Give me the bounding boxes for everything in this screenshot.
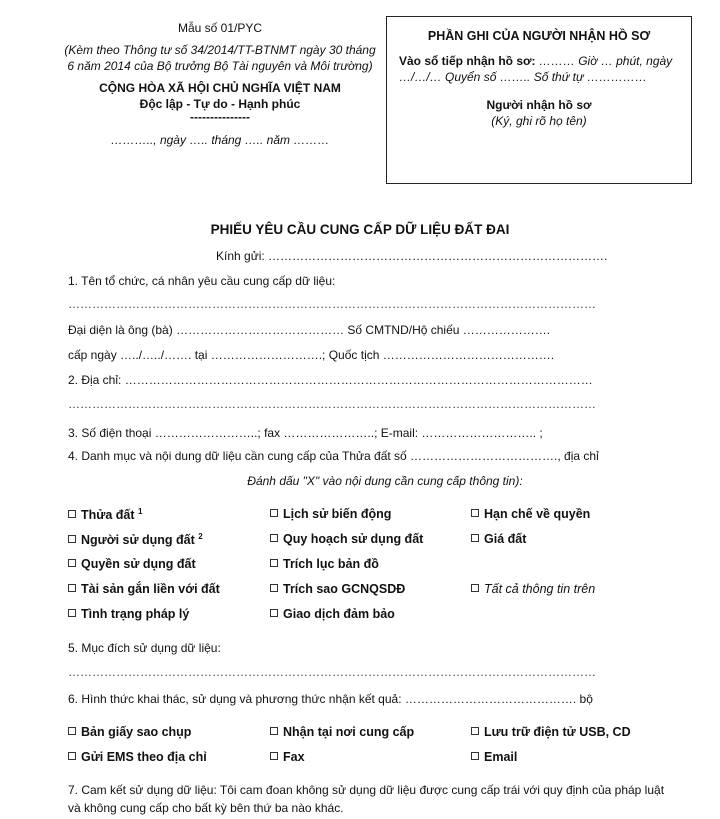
checkbox-icon[interactable] — [68, 609, 76, 617]
checkbox-icon[interactable] — [68, 584, 76, 592]
checkbox-tinh-trang-phap-ly[interactable]: Tình trạng pháp lý — [68, 607, 189, 621]
checkbox-icon[interactable] — [471, 534, 479, 542]
checkbox-icon[interactable] — [471, 752, 479, 760]
greeting-line[interactable]: Kính gửi: …………………………………………………………………………. — [216, 249, 608, 263]
checkbox-email[interactable]: Email — [471, 750, 517, 764]
form-title: PHIẾU YÊU CẦU CUNG CẤP DỮ LIỆU ĐẤT ĐAI — [210, 222, 510, 237]
checkbox-icon[interactable] — [68, 752, 76, 760]
receiver-box — [386, 16, 692, 184]
issue-line[interactable]: cấp ngày …../…../……. tại ……………………….; Quốc tịch ……………………………………. — [68, 348, 555, 362]
checkbox-thua-dat[interactable]: Thửa đất $^1$ — [68, 507, 142, 522]
nation-title: CỘNG HÒA XÃ HỘI CHỦ NGHĨA VIỆT NAM — [99, 81, 341, 95]
nation-motto: Độc lập - Tự do - Hạnh phúc — [139, 97, 301, 111]
checkbox-gui-ems[interactable]: Gửi EMS theo địa chỉ — [68, 750, 207, 764]
checkbox-icon[interactable] — [68, 727, 76, 735]
checkbox-giao-dich-dam-bao[interactable]: Giao dịch đảm bảo — [270, 607, 395, 621]
checkbox-tai-san[interactable]: Tài sản gắn liền với đất — [68, 582, 220, 596]
form-number: Mẫu số 01/PYC — [177, 21, 263, 35]
question-1-field[interactable]: …………………………………………………………………………………………………………………… — [68, 297, 596, 311]
question-6[interactable]: 6. Hình thức khai thác, sử dụng và phương thức nhận kết quả: ……………………………………. bộ — [68, 692, 593, 706]
checkbox-icon[interactable] — [471, 584, 479, 592]
checkbox-trich-luc-ban-do[interactable]: Trích lục bản đồ — [270, 557, 379, 571]
question-4[interactable]: 4. Danh mục và nội dung dữ liệu cần cung cấp của Thửa đất số ………………………………., địa chỉ — [68, 449, 599, 463]
receiver-entry — [399, 53, 679, 85]
receiver-signer-note: (Ký, ghi rõ họ tên) — [491, 114, 587, 128]
receiver-box-title: PHẦN GHI CỦA NGƯỜI NHẬN HỒ SƠ — [427, 29, 651, 43]
checkbox-icon[interactable] — [68, 510, 76, 518]
attachment-note: (Kèm theo Thông tư số 34/2014/TT-BTNMT ngày 30 tháng 6 năm 2014 của Bộ trưởng Bộ Tài nguyên và Môi trường) — [64, 43, 376, 73]
question-2-field[interactable]: …………………………………………………………………………………………………………………… — [68, 397, 596, 411]
checkbox-icon[interactable] — [270, 534, 278, 542]
checkbox-icon[interactable] — [270, 509, 278, 517]
receiver-signer: Người nhận hồ sơ — [486, 98, 592, 112]
checkbox-nhan-tai-noi[interactable]: Nhận tại nơi cung cấp — [270, 725, 414, 739]
commitment-line-1: 7. Cam kết sử dụng dữ liệu: Tôi cam đoan không sử dụng dữ liệu được cung cấp trái với quy định của pháp luật — [68, 783, 665, 797]
checkbox-icon[interactable] — [270, 559, 278, 567]
question-5-field[interactable]: …………………………………………………………………………………………………………………… — [68, 665, 596, 679]
checkbox-luu-tru-usb[interactable]: Lưu trữ điện tử USB, CD — [471, 725, 631, 739]
question-2[interactable]: 2. Địa chỉ: ……………………………………………………………………………………………………… — [68, 373, 593, 387]
receiver-entry-label: Vào sổ tiếp nhận hồ sơ: — [399, 54, 536, 68]
checkbox-ban-giay[interactable]: Bản giấy sao chụp — [68, 725, 191, 739]
question-5: 5. Mục đích sử dụng dữ liệu: — [68, 641, 221, 655]
receiver-signature — [399, 97, 679, 129]
commitment-line-2: và không cung cấp cho bất kỳ bên thứ ba nào khác. — [68, 801, 344, 815]
checkbox-icon[interactable] — [270, 727, 278, 735]
question-4-note: Đánh dấu "X" vào nội dung cần cung cấp thông tin): — [247, 474, 523, 488]
checkbox-trich-sao[interactable]: Trích sao GCNQSDĐ — [270, 582, 405, 596]
checkbox-han-che-ve-quyen[interactable]: Hạn chế về quyền — [471, 507, 590, 521]
question-1: 1. Tên tổ chức, cá nhân yêu cầu cung cấp dữ liệu: — [68, 274, 336, 288]
question-3[interactable]: 3. Số điện thoại ……………………..; fax …………………..; E-mail: ……………………….. ; — [68, 426, 543, 440]
checkbox-quyen-su-dung-dat[interactable]: Quyền sử dụng đất — [68, 557, 196, 571]
checkbox-icon[interactable] — [270, 584, 278, 592]
checkbox-gia-dat[interactable]: Giá đất — [471, 532, 526, 546]
checkbox-tat-ca[interactable]: Tất cả thông tin trên — [471, 582, 595, 596]
checkbox-lich-su-bien-dong[interactable]: Lịch sử biến động — [270, 507, 391, 521]
checkbox-icon[interactable] — [270, 609, 278, 617]
checkbox-quy-hoach[interactable]: Quy hoạch sử dụng đất — [270, 532, 423, 546]
checkbox-fax[interactable]: Fax — [270, 750, 305, 764]
checkbox-nguoi-su-dung-dat[interactable]: Người sử dụng đất $^2$ — [68, 532, 203, 547]
date-line: ……….., ngày ….. tháng ….. năm ……… — [110, 133, 330, 147]
form-header — [60, 20, 380, 148]
checkbox-icon[interactable] — [68, 535, 76, 543]
checkbox-icon[interactable] — [68, 559, 76, 567]
checkbox-icon[interactable] — [471, 509, 479, 517]
motto-separator: --------------- — [190, 110, 250, 124]
receiver-entry-text: ……… Giờ … phút, ngày …/…/… Quyển số …….. Số thứ tự …………… — [399, 54, 673, 84]
representative-line[interactable]: Đại diện là ông (bà) …………………………………… Số CMTND/Hộ chiếu …………………. — [68, 323, 551, 337]
checkbox-icon[interactable] — [270, 752, 278, 760]
checkbox-icon[interactable] — [471, 727, 479, 735]
